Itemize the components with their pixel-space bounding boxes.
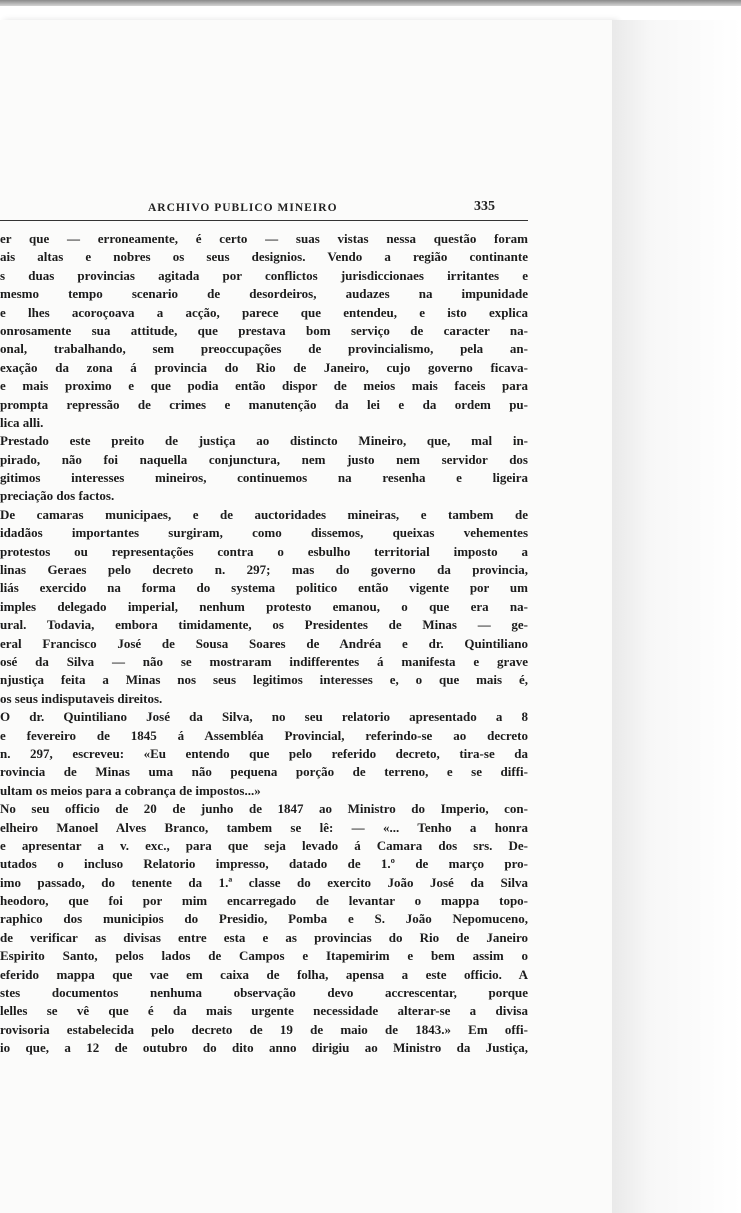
page-edge-shadow xyxy=(612,20,741,1213)
text-line: imo passado, do tenente da 1.ª classe do exercito João José da Silva xyxy=(0,874,528,890)
running-title: ARCHIVO PUBLICO MINEIRO xyxy=(148,202,338,214)
text-line: e fevereiro de 1845 á Assembléa Provincial, referindo-se ao decreto xyxy=(0,727,528,743)
text-line: os seus indisputaveis direitos. xyxy=(0,690,163,706)
text-line: heodoro, que foi por mim encarregado de levantar o mappa topo- xyxy=(0,893,528,909)
text-line: lelles se vê que é da mais urgente necessidade alterar-se a divisa xyxy=(0,1003,528,1019)
text-line: s duas provincias agitada por conflictos jurisdiccionaes irritantes e xyxy=(0,267,528,283)
text-line: protestos ou representações contra o esbulho territorial imposto a xyxy=(0,543,528,559)
text-line: lica alli. xyxy=(0,414,44,430)
text-line: Espirito Santo, pelos lados de Campos e Itapemirim e bem assim o xyxy=(0,948,528,964)
text-line: rovincia de Minas uma não pequena porção de terreno, e se diffi- xyxy=(0,764,528,780)
text-line: exação da zona á provincia do Rio de Janeiro, cujo governo ficava- xyxy=(0,359,528,375)
text-line: onrosamente sua attitude, que prestava bom serviço de caracter na- xyxy=(0,322,528,338)
body-text xyxy=(0,230,528,1058)
page-number: 335 xyxy=(474,199,495,214)
text-line: e lhes acoroçoava a acção, parece que entendeu, e isto explica xyxy=(0,304,528,320)
text-line: elheiro Manoel Alves Branco, tambem se lê: — «... Tenho a honra xyxy=(0,819,528,835)
text-line: e mais proximo e que podia então dispor de meios mais faceis para xyxy=(0,378,528,394)
text-line: onal, trabalhando, sem preoccupações de provincialismo, pela an- xyxy=(0,341,528,357)
text-line: de verificar as divisas entre esta e as provincias do Rio de Janeiro xyxy=(0,929,528,945)
text-line: No seu officio de 20 de junho de 1847 ao Ministro do Imperio, con- xyxy=(0,801,528,817)
text-line: njustiça feita a Minas nos seus legitimos interesses e, o que mais é, xyxy=(0,672,528,688)
text-line: ais altas e nobres os seus designios. Vendo a região continante xyxy=(0,249,528,265)
header-rule xyxy=(0,220,528,221)
text-line: preciação dos factos. xyxy=(0,488,115,504)
text-line: imples delegado imperial, nenhum protesto emanou, o que era na- xyxy=(0,598,528,614)
text-line: ural. Todavia, embora timidamente, os Presidentes de Minas — ge- xyxy=(0,617,528,633)
text-line: io que, a 12 de outubro do dito anno dirigiu ao Ministro da Justiça, xyxy=(0,1040,528,1056)
top-edge-rule xyxy=(0,0,741,6)
text-line: e apresentar a v. exc., para que seja levado á Camara dos srs. De- xyxy=(0,837,528,853)
text-line: pirado, não foi naquella conjunctura, nem justo nem servidor dos xyxy=(0,451,528,467)
running-header xyxy=(0,180,530,224)
text-line: eral Francisco José de Sousa Soares de Andréa e dr. Quintiliano xyxy=(0,635,528,651)
text-line: mesmo tempo scenario de desordeiros, audazes na impunidade xyxy=(0,286,528,302)
book-page xyxy=(0,20,614,1213)
text-line: raphico dos municipios do Presidio, Pomba e S. João Nepomuceno, xyxy=(0,911,528,927)
text-line: rovisoria estabelecida pelo decreto de 19 de maio de 1843.» Em offi- xyxy=(0,1021,528,1037)
text-line: n. 297, escreveu: «Eu entendo que pelo referido decreto, tira-se da xyxy=(0,745,528,761)
text-line: er que — erroneamente, é certo — suas vistas nessa questão foram xyxy=(0,231,528,246)
text-line: idadãos importantes surgiram, como dissemos, queixas vehementes xyxy=(0,525,528,541)
text-line: linas Geraes pelo decreto n. 297; mas do governo da provincia, xyxy=(0,562,528,578)
text-line: O dr. Quintiliano José da Silva, no seu relatorio apresentado a 8 xyxy=(0,709,528,725)
text-line: eferido mappa que vae em caixa de folha, apensa a este officio. A xyxy=(0,966,528,982)
text-line: utados o incluso Relatorio impresso, datado de 1.º de março pro- xyxy=(0,856,528,872)
text-line: gitimos interesses mineiros, continuemos na resenha e ligeira xyxy=(0,470,528,486)
text-line: stes documentos nenhuma observação devo accrescentar, porque xyxy=(0,985,528,1001)
text-line: liás exercido na forma do systema politico então vigente por um xyxy=(0,580,528,596)
text-line: De camaras municipaes, e de auctoridades mineiras, e tambem de xyxy=(0,506,528,522)
text-line: ultam os meios para a cobrança de impostos...» xyxy=(0,782,261,798)
text-line: prompta repressão de crimes e manutenção da lei e da ordem pu- xyxy=(0,396,528,412)
text-line: Prestado este preito de justiça ao distincto Mineiro, que, mal in- xyxy=(0,433,528,449)
text-line: osé da Silva — não se mostraram indifferentes á manifesta e grave xyxy=(0,653,528,669)
